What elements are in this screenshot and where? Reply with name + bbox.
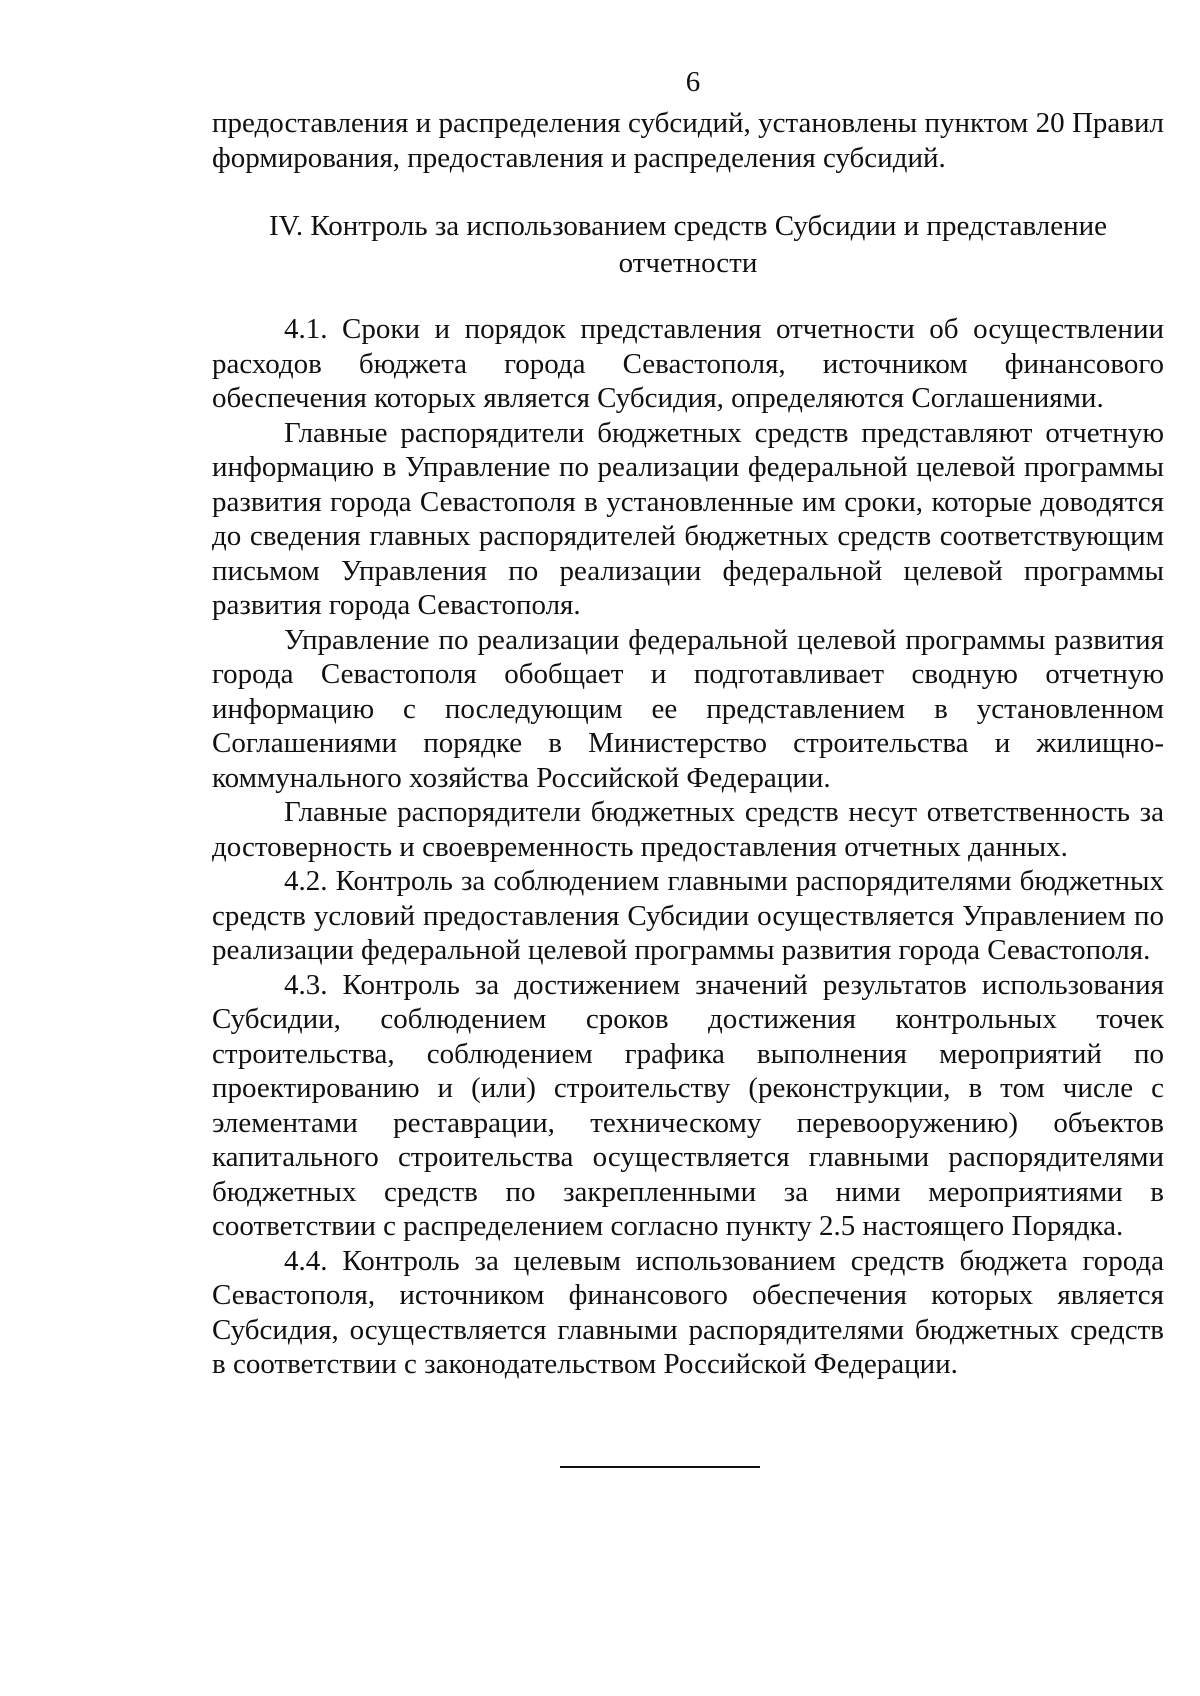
paragraph-4-1-summary: Управление по реализации федеральной целевой программы развития города Севастополя обобщает и подготавливает сводную отчетную информацию с последующим ее представлением в установленном Соглашениями порядке в Министерство строительства и жилищно-коммунального хозяйства Российской Федерации. xyxy=(212,623,1164,794)
section-heading-line-1: IV. Контроль за использованием средств Субсидии и представление xyxy=(268,210,1108,242)
paragraph-4-1-reporting: Главные распорядители бюджетных средств представляют отчетную информацию в Управление по реализации федеральной целевой программы развития города Севастополя в установленные им сроки, которые доводятся до сведения главных распорядителей бюджетных средств соответствующим письмом Управления по реализации федеральной целевой программы развития города Севастополя. xyxy=(212,416,1164,621)
page-number: 6 xyxy=(685,66,701,98)
paragraph-4-1-responsibility: Главные распорядители бюджетных средств несут ответственность за достоверность и своевременность предоставления отчетных данных. xyxy=(212,796,1164,863)
paragraph-4-1: 4.1. Сроки и порядок представления отчетности об осуществлении расходов бюджета города Севастополя, источником финансового обеспечения которых является Субсидия, определяются Соглашениями. xyxy=(212,313,1164,414)
paragraph-4-3: 4.3. Контроль за достижением значений результатов использования Субсидии, соблюдением сроков достижения контрольных точек строительства, соблюдением графика выполнения мероприятий по проектированию и (или) строительству (реконструкции, в том числе с элементами реставрации, техническому перевооружению) объектов капитального строительства осуществляется главными распорядителями бюджетных средств по закрепленными за ними мероприятиями в соответствии с распределением согласно пункту 2.5 настоящего Порядка. xyxy=(212,968,1164,1242)
paragraph-4-4: 4.4. Контроль за целевым использованием средств бюджета города Севастополя, источником финансового обеспечения которых является Субсидия, осуществляется главными распорядителями бюджетных средств в соответствии с законодательством Российской Федерации. xyxy=(212,1244,1164,1380)
closing-divider xyxy=(560,1466,760,1468)
paragraph-4-2: 4.2. Контроль за соблюдением главными распорядителями бюджетных средств условий предоставления Субсидии осуществляется Управлением по реализации федеральной целевой программы развития города Севастополя. xyxy=(212,865,1164,966)
document-page xyxy=(212,64,1164,1382)
section-heading xyxy=(212,208,1164,282)
continuation-paragraph: предоставления и распределения субсидий, установлены пунктом 20 Правил формирования, предоставления и распределения субсидий. xyxy=(212,107,1164,174)
section-heading-line-2: отчетности xyxy=(618,247,758,279)
